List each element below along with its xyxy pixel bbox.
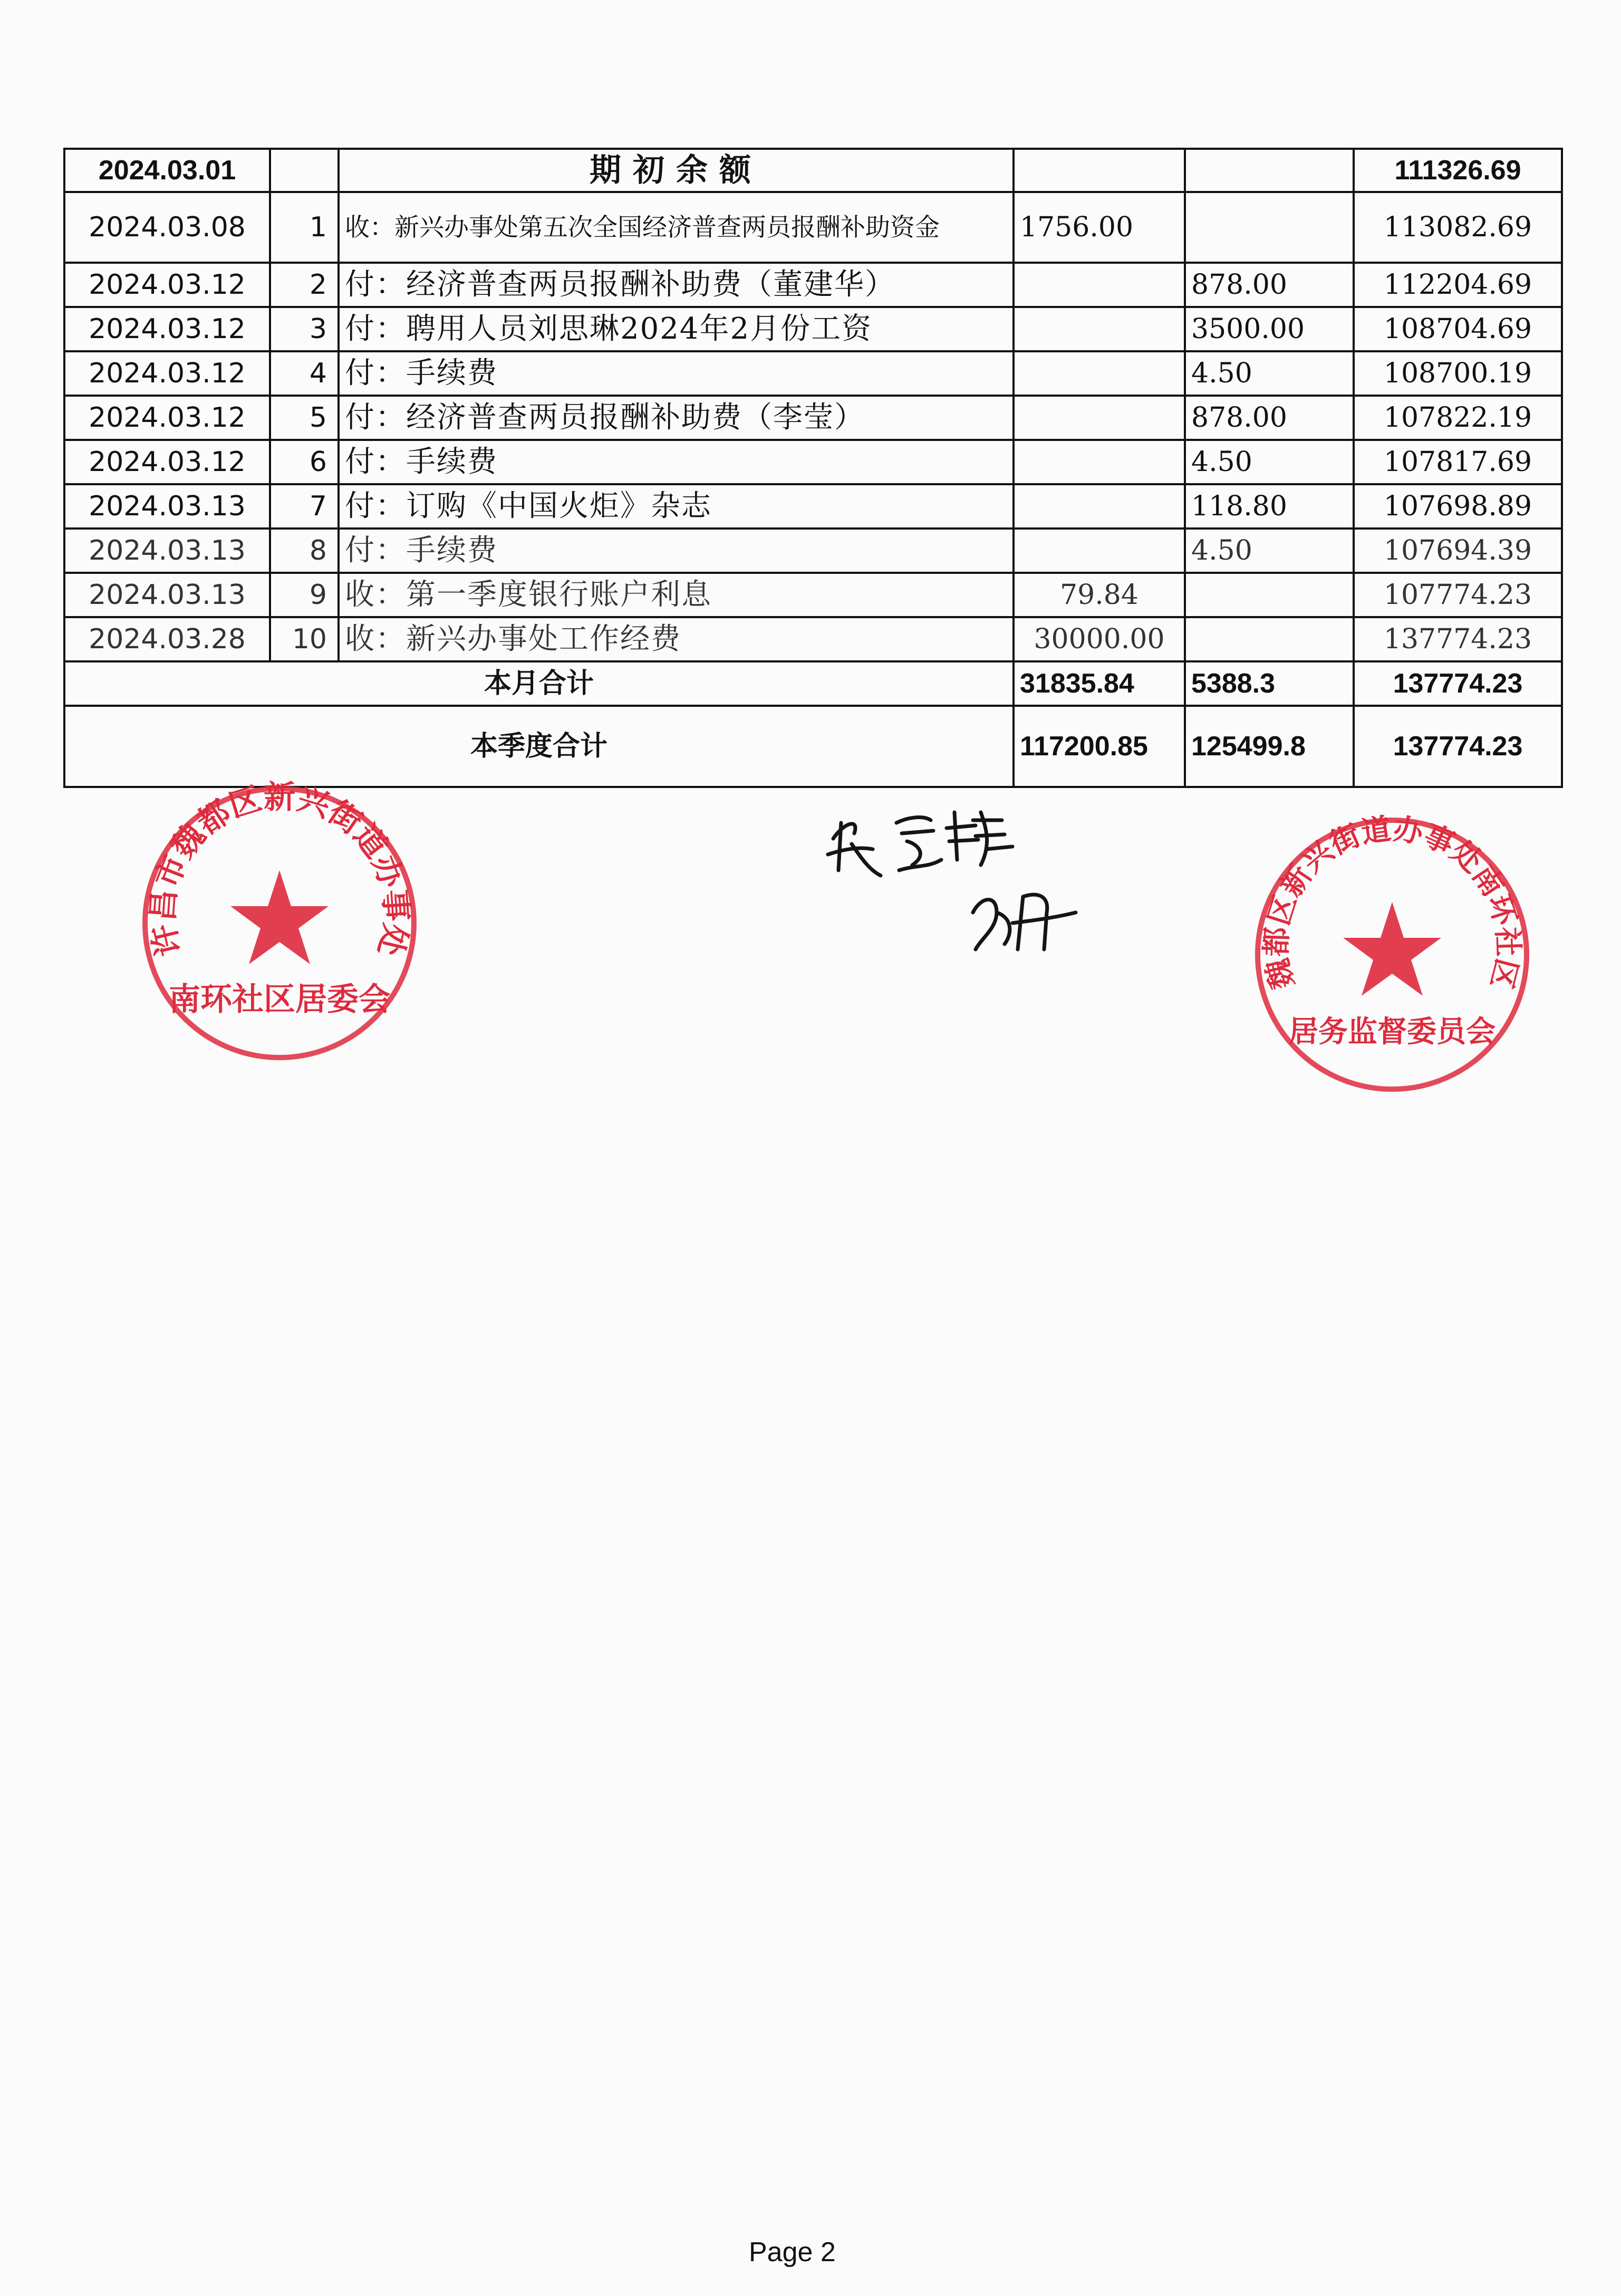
- entry-income: 1756.00: [1014, 192, 1185, 263]
- left-seal-inner-text: 南环社区居委会: [169, 981, 390, 1018]
- entry-balance: 112204.69: [1354, 263, 1562, 307]
- entry-no: 10: [270, 617, 339, 661]
- entry-income: [1014, 263, 1185, 307]
- entry-desc: 付：经济普查两员报酬补助费（李莹）: [339, 396, 1014, 440]
- ledger-table: [63, 148, 1563, 788]
- entry-no: 8: [270, 529, 339, 573]
- entry-expense: 878.00: [1185, 396, 1354, 440]
- entry-expense: [1185, 617, 1354, 661]
- quarter-total-row: [64, 706, 1562, 787]
- entry-expense: [1185, 573, 1354, 617]
- entry-balance: 107774.23: [1354, 573, 1562, 617]
- entry-income: [1014, 396, 1185, 440]
- month-total-balance: 137774.23: [1354, 661, 1562, 706]
- entry-desc: 收：新兴办事处第五次全国经济普查两员报酬补助资金: [339, 192, 1014, 263]
- entry-date: 2024.03.12: [64, 307, 270, 351]
- month-total-income: 31835.84: [1014, 661, 1185, 706]
- table-row: [64, 263, 1562, 307]
- entry-desc: 收：第一季度银行账户利息: [339, 573, 1014, 617]
- entry-balance: 107817.69: [1354, 440, 1562, 484]
- entry-income: [1014, 440, 1185, 484]
- entry-desc: 付：手续费: [339, 529, 1014, 573]
- star-icon: [230, 870, 329, 964]
- entry-balance: 113082.69: [1354, 192, 1562, 263]
- quarter-total-balance: 137774.23: [1354, 706, 1562, 787]
- page-number: Page 2: [749, 2237, 836, 2268]
- entry-desc: 收：新兴办事处工作经费: [339, 617, 1014, 661]
- entry-expense: 4.50: [1185, 529, 1354, 573]
- right-seal: [1244, 807, 1540, 1102]
- entry-balance: 108704.69: [1354, 307, 1562, 351]
- table-row: [64, 484, 1562, 529]
- left-seal-ring-text: 许昌市魏都区新兴街道办事处: [144, 779, 415, 960]
- left-seal: [132, 775, 427, 1071]
- entry-no: 9: [270, 573, 339, 617]
- entry-date: 2024.03.13: [64, 484, 270, 529]
- opening-balance-row: [64, 149, 1562, 192]
- month-total-expense: 5388.3: [1185, 661, 1354, 706]
- entry-income: 79.84: [1014, 573, 1185, 617]
- entry-desc: 付：订购《中国火炬》杂志: [339, 484, 1014, 529]
- opening-label: 期初余额: [339, 149, 1014, 192]
- entry-no: 2: [270, 263, 339, 307]
- entry-no: 3: [270, 307, 339, 351]
- entry-expense: 118.80: [1185, 484, 1354, 529]
- entry-balance: 107698.89: [1354, 484, 1562, 529]
- star-icon: [1343, 902, 1441, 996]
- opening-date: 2024.03.01: [64, 149, 270, 192]
- entry-no: 1: [270, 192, 339, 263]
- right-seal-inner-text: 居务监督委员会: [1289, 1015, 1495, 1049]
- entry-no: 5: [270, 396, 339, 440]
- entry-income: 30000.00: [1014, 617, 1185, 661]
- entry-date: 2024.03.08: [64, 192, 270, 263]
- entry-desc: 付：手续费: [339, 440, 1014, 484]
- quarter-total-label: 本季度合计: [64, 706, 1014, 787]
- table-row: [64, 529, 1562, 573]
- entry-expense: 4.50: [1185, 440, 1354, 484]
- entry-date: 2024.03.13: [64, 529, 270, 573]
- table-row: [64, 440, 1562, 484]
- entry-balance: 107694.39: [1354, 529, 1562, 573]
- table-row: [64, 617, 1562, 661]
- entry-date: 2024.03.13: [64, 573, 270, 617]
- entry-date: 2024.03.28: [64, 617, 270, 661]
- month-total-row: [64, 661, 1562, 706]
- entry-expense: [1185, 192, 1354, 263]
- entry-income: [1014, 484, 1185, 529]
- entry-balance: 107822.19: [1354, 396, 1562, 440]
- table-row: [64, 351, 1562, 396]
- entry-income: [1014, 307, 1185, 351]
- entry-balance: 137774.23: [1354, 617, 1562, 661]
- entry-desc: 付：手续费: [339, 351, 1014, 396]
- entry-date: 2024.03.12: [64, 263, 270, 307]
- entry-desc: 付：经济普查两员报酬补助费（董建华）: [339, 263, 1014, 307]
- handwritten-signature: [823, 791, 1097, 981]
- opening-balance: 111326.69: [1354, 149, 1562, 192]
- entry-no: 4: [270, 351, 339, 396]
- entry-income: [1014, 529, 1185, 573]
- entry-date: 2024.03.12: [64, 396, 270, 440]
- opening-no: [270, 149, 339, 192]
- opening-income: [1014, 149, 1185, 192]
- quarter-total-income: 117200.85: [1014, 706, 1185, 787]
- entry-income: [1014, 351, 1185, 396]
- quarter-total-expense: 125499.8: [1185, 706, 1354, 787]
- table-row: [64, 396, 1562, 440]
- entry-desc: 付：聘用人员刘思琳2024年2月份工资: [339, 307, 1014, 351]
- table-row: [64, 192, 1562, 263]
- table-row: [64, 307, 1562, 351]
- opening-expense: [1185, 149, 1354, 192]
- right-seal-ring-text: 魏都区新兴街道办事处南环社区: [1259, 812, 1525, 993]
- table-row: [64, 573, 1562, 617]
- entry-no: 6: [270, 440, 339, 484]
- entry-date: 2024.03.12: [64, 351, 270, 396]
- entry-expense: 3500.00: [1185, 307, 1354, 351]
- entry-expense: 878.00: [1185, 263, 1354, 307]
- entry-date: 2024.03.12: [64, 440, 270, 484]
- entry-expense: 4.50: [1185, 351, 1354, 396]
- entry-no: 7: [270, 484, 339, 529]
- entry-balance: 108700.19: [1354, 351, 1562, 396]
- month-total-label: 本月合计: [64, 661, 1014, 706]
